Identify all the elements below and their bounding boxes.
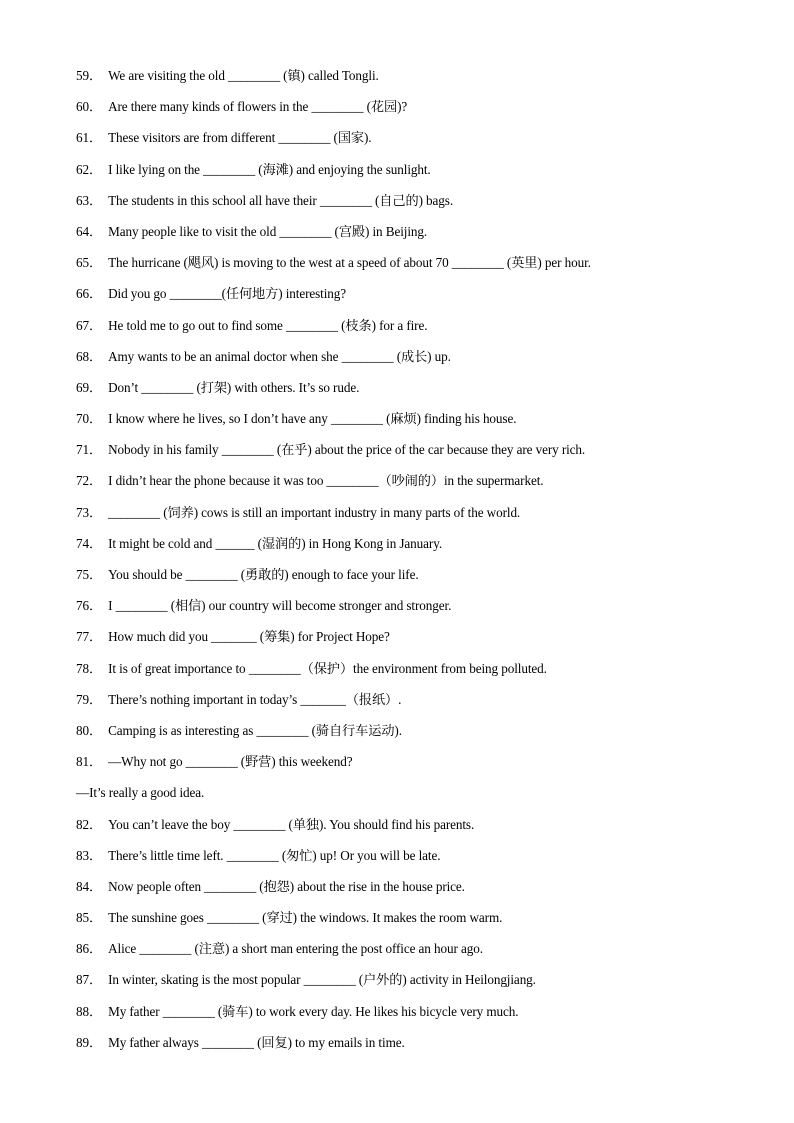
question-number: 71． [76, 442, 103, 458]
question-number: 77． [76, 629, 103, 645]
question-71 [76, 440, 756, 471]
question-61 [76, 128, 756, 159]
question-number: 80． [76, 722, 103, 738]
question-number: 61． [76, 130, 103, 146]
question-text: —It’s really a good idea. [76, 785, 205, 801]
question-number: 65． [76, 255, 103, 271]
question-number: 59． [76, 68, 103, 83]
question-82 [76, 815, 756, 846]
question-73 [76, 503, 756, 534]
question-number: 88． [76, 1003, 103, 1019]
question-text: I ________ (相信) our country will become stronger and stronger. [108, 598, 452, 614]
question-number: 64． [76, 223, 103, 239]
question-number: 69． [76, 379, 103, 395]
question-text: Amy wants to be an animal doctor when she ________ (成长) up. [108, 348, 451, 364]
question-text: You should be ________ (勇敢的) enough to face your life. [108, 567, 419, 582]
question-65 [76, 253, 756, 284]
question-87 [76, 970, 756, 1001]
question-text: Don’t ________ (打架) with others. It’s so rude. [108, 379, 360, 395]
question-text: He told me to go out to find some ________ (枝条) for a fire. [108, 317, 428, 333]
question-number: 84． [76, 878, 103, 894]
question-64 [76, 222, 756, 253]
question-text: Did you go ________(任何地方) interesting? [108, 286, 347, 302]
question-number: 68． [76, 348, 103, 364]
question-60 [76, 97, 756, 128]
question-76 [76, 596, 756, 627]
question-text: I know where he lives, so I don’t have any ________ (麻烦) finding his house. [108, 411, 517, 427]
question-text: It might be cold and ______ (湿润的) in Hong Kong in January. [108, 535, 443, 551]
question-number: 63． [76, 192, 103, 208]
question-83 [76, 846, 756, 877]
question-list [76, 66, 756, 1064]
question-text: —Why not go ________ (野营) this weekend? [108, 754, 353, 770]
question-number: 62． [76, 161, 103, 177]
question-text: Are there many kinds of flowers in the ________ (花园)? [108, 99, 408, 115]
question-text: Nobody in his family ________ (在乎) about the price of the car because they are very rich. [108, 442, 586, 458]
question-text: I like lying on the ________ (海滩) and enjoying the sunlight. [108, 161, 431, 177]
question-67 [76, 316, 756, 347]
question-text: Alice ________ (注意) a short man entering the post office an hour ago. [108, 941, 483, 957]
question-text: Camping is as interesting as ________ (骑自行车运动). [108, 722, 402, 738]
question-88 [76, 1002, 756, 1033]
question-81 [76, 752, 756, 783]
question-text: The students in this school all have their ________ (自己的) bags. [108, 192, 454, 208]
question-text: ________ (饲养) cows is still an important industry in many parts of the world. [108, 504, 521, 520]
question-number: 81． [76, 754, 103, 770]
question-text: My father ________ (骑车) to work every day. He likes his bicycle very much. [108, 1003, 519, 1019]
question-number: 76． [76, 598, 103, 614]
question-number: 83． [76, 847, 103, 863]
question-text: There’s nothing important in today’s _______（报纸）. [108, 691, 402, 707]
question-86 [76, 939, 756, 970]
question-79 [76, 690, 756, 721]
question-number: 60． [76, 99, 103, 115]
question-80 [76, 721, 756, 752]
question-number: 67． [76, 317, 103, 333]
question-text: These visitors are from different ________ (国家). [108, 130, 372, 146]
question-62 [76, 160, 756, 191]
question-text: It is of great importance to ________（保护）the environment from being polluted. [108, 660, 547, 676]
question-number: 86． [76, 941, 103, 957]
question-number: 72． [76, 473, 103, 489]
question-number: 82． [76, 816, 103, 832]
question-85 [76, 908, 756, 939]
question-number: 66． [76, 286, 103, 302]
question-69 [76, 378, 756, 409]
question-number: 89． [76, 1034, 103, 1050]
question-text: In winter, skating is the most popular ________ (户外的) activity in Heilongjiang. [108, 972, 536, 988]
question-number: 78． [76, 660, 103, 676]
question-78 [76, 659, 756, 690]
question-number: 73． [76, 504, 103, 520]
question-63 [76, 191, 756, 222]
question-84 [76, 877, 756, 908]
question-text: There’s little time left. ________ (匆忙) up! Or you will be late. [108, 847, 441, 863]
question-89 [76, 1033, 756, 1064]
question-text: The hurricane (飓风) is moving to the west at a speed of about 70 ________ (英里) per hour. [108, 255, 591, 271]
question-81-reply [76, 783, 756, 814]
question-59 [76, 66, 756, 97]
question-75 [76, 565, 756, 596]
question-number: 85． [76, 910, 103, 926]
question-text: How much did you _______ (筹集) for Project Hope? [108, 629, 390, 645]
question-number: 75． [76, 567, 103, 582]
question-70 [76, 409, 756, 440]
question-number: 74． [76, 535, 103, 551]
question-74 [76, 534, 756, 565]
question-text: Now people often ________ (抱怨) about the rise in the house price. [108, 878, 465, 894]
question-text: We are visiting the old ________ (镇) called Tongli. [108, 68, 379, 83]
question-text: The sunshine goes ________ (穿过) the windows. It makes the room warm. [108, 910, 503, 926]
question-72 [76, 471, 756, 502]
question-66 [76, 284, 756, 315]
question-number: 79． [76, 691, 103, 707]
question-68 [76, 347, 756, 378]
question-text: My father always ________ (回复) to my emails in time. [108, 1034, 405, 1050]
question-text: I didn’t hear the phone because it was too ________（吵闹的）in the supermarket. [108, 473, 544, 489]
question-77 [76, 627, 756, 658]
question-number: 70． [76, 411, 103, 427]
question-text: You can’t leave the boy ________ (单独). You should find his parents. [108, 816, 475, 832]
question-text: Many people like to visit the old ________ (宫殿) in Beijing. [108, 223, 428, 239]
question-number: 87． [76, 972, 103, 988]
